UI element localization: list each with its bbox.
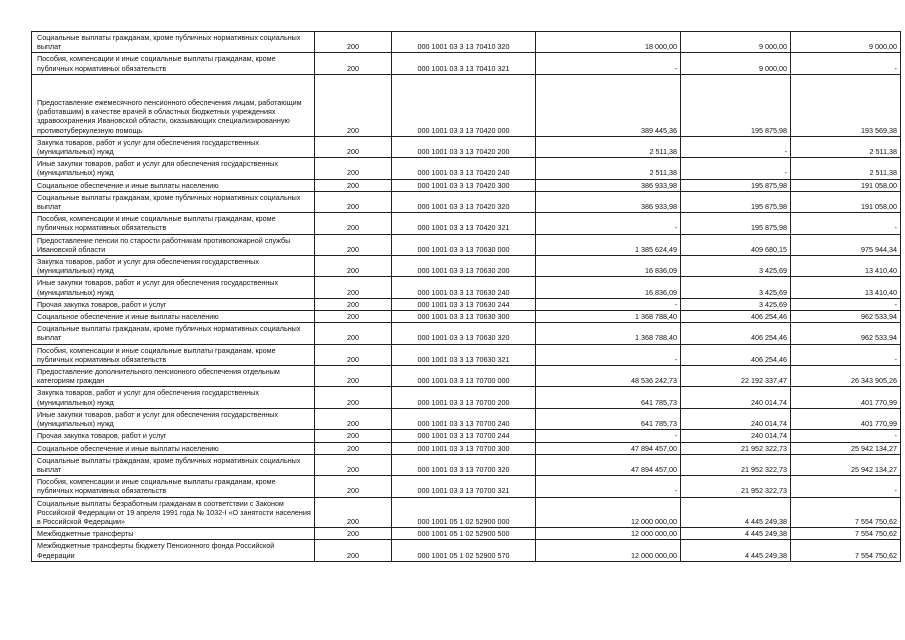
row-approved-amount: 1 385 624,49 xyxy=(536,234,681,255)
row-classification-code: 000 1001 03 3 13 70700 200 xyxy=(392,387,536,408)
row-unexecuted-amount: - xyxy=(791,213,901,234)
row-unexecuted-amount: 25 942 134,27 xyxy=(791,442,901,454)
row-unexecuted-amount: 975 944,34 xyxy=(791,234,901,255)
row-unexecuted-amount: 7 554 750,62 xyxy=(791,540,901,561)
row-line-code: 200 xyxy=(315,454,392,475)
row-executed-amount: 240 014,74 xyxy=(681,430,791,442)
row-unexecuted-amount: 962 533,94 xyxy=(791,311,901,323)
row-name: Предоставление ежемесячного пенсионного обеспечения лицам, работающим (работавшим) в качестве врачей в областных бюджетных учреждениях здравоохранения Ивановской области, оказывающих специализированную противотуберкулезную помощь xyxy=(32,74,315,136)
row-classification-code: 000 1001 03 3 13 70700 320 xyxy=(392,454,536,475)
table-row xyxy=(32,408,901,429)
row-line-code: 200 xyxy=(315,442,392,454)
row-approved-amount: - xyxy=(536,213,681,234)
row-executed-amount: 406 254,46 xyxy=(681,344,791,365)
row-executed-amount: 195 875,98 xyxy=(681,191,791,212)
row-executed-amount: 195 875,98 xyxy=(681,179,791,191)
row-approved-amount: 12 000 000,00 xyxy=(536,497,681,528)
row-line-code: 200 xyxy=(315,213,392,234)
row-name: Пособия, компенсации и иные социальные выплаты гражданам, кроме публичных нормативных обязательств xyxy=(32,476,315,497)
row-line-code: 200 xyxy=(315,158,392,179)
row-name: Пособия, компенсации и иные социальные выплаты гражданам, кроме публичных нормативных обязательств xyxy=(32,344,315,365)
row-approved-amount: 2 511,38 xyxy=(536,136,681,157)
row-name: Закупка товаров, работ и услуг для обеспечения государственных (муниципальных) нужд xyxy=(32,256,315,277)
row-approved-amount: 386 933,98 xyxy=(536,191,681,212)
row-executed-amount: 3 425,69 xyxy=(681,277,791,298)
row-classification-code: 000 1001 03 3 13 70630 200 xyxy=(392,256,536,277)
row-executed-amount: 409 680,15 xyxy=(681,234,791,255)
table-row xyxy=(32,476,901,497)
row-name: Прочая закупка товаров, работ и услуг xyxy=(32,298,315,310)
row-executed-amount: - xyxy=(681,136,791,157)
row-name: Закупка товаров, работ и услуг для обеспечения государственных (муниципальных) нужд xyxy=(32,387,315,408)
row-executed-amount: 4 445 249,38 xyxy=(681,497,791,528)
row-approved-amount: 2 511,38 xyxy=(536,158,681,179)
row-name: Предоставление пенсии по старости работникам противопожарной службы Ивановской области xyxy=(32,234,315,255)
row-line-code: 200 xyxy=(315,323,392,344)
row-unexecuted-amount: 401 770,99 xyxy=(791,408,901,429)
row-classification-code: 000 1001 03 3 13 70700 000 xyxy=(392,366,536,387)
row-classification-code: 000 1001 03 3 13 70420 320 xyxy=(392,191,536,212)
row-executed-amount: 4 445 249,38 xyxy=(681,528,791,540)
row-unexecuted-amount: - xyxy=(791,53,901,74)
table-body xyxy=(32,32,901,562)
row-approved-amount: - xyxy=(536,298,681,310)
row-unexecuted-amount: 25 942 134,27 xyxy=(791,454,901,475)
row-classification-code: 000 1001 03 3 13 70630 320 xyxy=(392,323,536,344)
row-line-code: 200 xyxy=(315,430,392,442)
row-unexecuted-amount: 7 554 750,62 xyxy=(791,528,901,540)
row-approved-amount: 1 368 788,40 xyxy=(536,323,681,344)
row-name: Межбюджетные трансферты xyxy=(32,528,315,540)
row-line-code: 200 xyxy=(315,256,392,277)
row-approved-amount: 47 894 457,00 xyxy=(536,442,681,454)
row-approved-amount: 389 445,36 xyxy=(536,74,681,136)
table-row xyxy=(32,366,901,387)
row-name: Пособия, компенсации и иные социальные выплаты гражданам, кроме публичных нормативных обязательств xyxy=(32,213,315,234)
budget-report-page xyxy=(31,31,901,562)
row-unexecuted-amount: 13 410,40 xyxy=(791,277,901,298)
row-executed-amount: 21 952 322,73 xyxy=(681,476,791,497)
row-unexecuted-amount: 191 058,00 xyxy=(791,191,901,212)
table-row xyxy=(32,454,901,475)
row-approved-amount: 16 836,09 xyxy=(536,277,681,298)
row-executed-amount: 9 000,00 xyxy=(681,53,791,74)
row-name: Социальное обеспечение и иные выплаты населению xyxy=(32,442,315,454)
row-unexecuted-amount: 193 569,38 xyxy=(791,74,901,136)
table-row xyxy=(32,387,901,408)
row-classification-code: 000 1001 03 3 13 70700 244 xyxy=(392,430,536,442)
row-unexecuted-amount: - xyxy=(791,430,901,442)
row-classification-code: 000 1001 03 3 13 70420 300 xyxy=(392,179,536,191)
row-name: Межбюджетные трансферты бюджету Пенсионного фонда Российской Федерации xyxy=(32,540,315,561)
row-classification-code: 000 1001 03 3 13 70630 321 xyxy=(392,344,536,365)
row-line-code: 200 xyxy=(315,497,392,528)
row-unexecuted-amount: 2 511,38 xyxy=(791,136,901,157)
row-name: Социальное обеспечение и иные выплаты населению xyxy=(32,179,315,191)
row-classification-code: 000 1001 03 3 13 70700 240 xyxy=(392,408,536,429)
row-line-code: 200 xyxy=(315,191,392,212)
row-classification-code: 000 1001 05 1 02 52900 000 xyxy=(392,497,536,528)
row-name: Социальные выплаты безработным гражданам в соответствии с Законом Российской Федерации от 19 апреля 1991 года № 1032-I «О занятости населения в Российской Федерации» xyxy=(32,497,315,528)
row-name: Социальные выплаты гражданам, кроме публичных нормативных социальных выплат xyxy=(32,191,315,212)
row-executed-amount: 3 425,69 xyxy=(681,256,791,277)
row-line-code: 200 xyxy=(315,277,392,298)
table-row xyxy=(32,213,901,234)
row-approved-amount: 12 000 000,00 xyxy=(536,528,681,540)
row-unexecuted-amount: 26 343 905,26 xyxy=(791,366,901,387)
table-row xyxy=(32,234,901,255)
row-line-code: 200 xyxy=(315,408,392,429)
table-row xyxy=(32,540,901,561)
row-executed-amount: 9 000,00 xyxy=(681,32,791,53)
table-row xyxy=(32,179,901,191)
table-row xyxy=(32,53,901,74)
row-unexecuted-amount: - xyxy=(791,476,901,497)
row-classification-code: 000 1001 03 3 13 70630 300 xyxy=(392,311,536,323)
expenditure-table xyxy=(31,31,901,562)
row-name: Иные закупки товаров, работ и услуг для обеспечения государственных (муниципальных) нужд xyxy=(32,277,315,298)
row-classification-code: 000 1001 05 1 02 52900 500 xyxy=(392,528,536,540)
row-executed-amount: 3 425,69 xyxy=(681,298,791,310)
row-classification-code: 000 1001 03 3 13 70410 320 xyxy=(392,32,536,53)
row-classification-code: 000 1001 03 3 13 70420 000 xyxy=(392,74,536,136)
row-name: Социальное обеспечение и иные выплаты населению xyxy=(32,311,315,323)
row-approved-amount: 1 368 788,40 xyxy=(536,311,681,323)
table-row xyxy=(32,256,901,277)
row-approved-amount: 641 785,73 xyxy=(536,387,681,408)
row-executed-amount: - xyxy=(681,158,791,179)
row-unexecuted-amount: 9 000,00 xyxy=(791,32,901,53)
row-unexecuted-amount: - xyxy=(791,344,901,365)
row-approved-amount: - xyxy=(536,476,681,497)
table-row xyxy=(32,323,901,344)
row-classification-code: 000 1001 05 1 02 52900 570 xyxy=(392,540,536,561)
row-line-code: 200 xyxy=(315,476,392,497)
table-row xyxy=(32,298,901,310)
row-line-code: 200 xyxy=(315,344,392,365)
row-line-code: 200 xyxy=(315,136,392,157)
row-unexecuted-amount: 962 533,94 xyxy=(791,323,901,344)
row-approved-amount: - xyxy=(536,344,681,365)
row-unexecuted-amount: 401 770,99 xyxy=(791,387,901,408)
row-line-code: 200 xyxy=(315,387,392,408)
row-classification-code: 000 1001 03 3 13 70630 244 xyxy=(392,298,536,310)
row-classification-code: 000 1001 03 3 13 70700 321 xyxy=(392,476,536,497)
row-approved-amount: 641 785,73 xyxy=(536,408,681,429)
row-name: Закупка товаров, работ и услуг для обеспечения государственных (муниципальных) нужд xyxy=(32,136,315,157)
row-classification-code: 000 1001 03 3 13 70630 000 xyxy=(392,234,536,255)
row-line-code: 200 xyxy=(315,298,392,310)
row-approved-amount: - xyxy=(536,53,681,74)
row-executed-amount: 195 875,98 xyxy=(681,213,791,234)
table-row xyxy=(32,191,901,212)
row-executed-amount: 240 014,74 xyxy=(681,408,791,429)
row-name: Иные закупки товаров, работ и услуг для обеспечения государственных (муниципальных) нужд xyxy=(32,158,315,179)
row-name: Прочая закупка товаров, работ и услуг xyxy=(32,430,315,442)
row-approved-amount: 48 536 242,73 xyxy=(536,366,681,387)
table-row xyxy=(32,442,901,454)
row-name: Пособия, компенсации и иные социальные выплаты гражданам, кроме публичных нормативных обязательств xyxy=(32,53,315,74)
row-approved-amount: 18 000,00 xyxy=(536,32,681,53)
row-approved-amount: 16 836,09 xyxy=(536,256,681,277)
row-executed-amount: 4 445 249,38 xyxy=(681,540,791,561)
table-row xyxy=(32,277,901,298)
row-name: Социальные выплаты гражданам, кроме публичных нормативных социальных выплат xyxy=(32,454,315,475)
table-row xyxy=(32,497,901,528)
row-classification-code: 000 1001 03 3 13 70410 321 xyxy=(392,53,536,74)
row-classification-code: 000 1001 03 3 13 70630 240 xyxy=(392,277,536,298)
row-unexecuted-amount: - xyxy=(791,298,901,310)
row-name: Предоставление дополнительного пенсионного обеспечения отдельным категориям граждан xyxy=(32,366,315,387)
row-unexecuted-amount: 191 058,00 xyxy=(791,179,901,191)
row-approved-amount: 47 894 457,00 xyxy=(536,454,681,475)
row-name: Социальные выплаты гражданам, кроме публичных нормативных социальных выплат xyxy=(32,32,315,53)
row-executed-amount: 21 952 322,73 xyxy=(681,442,791,454)
row-classification-code: 000 1001 03 3 13 70420 240 xyxy=(392,158,536,179)
row-executed-amount: 195 875,98 xyxy=(681,74,791,136)
row-unexecuted-amount: 13 410,40 xyxy=(791,256,901,277)
row-line-code: 200 xyxy=(315,311,392,323)
row-line-code: 200 xyxy=(315,53,392,74)
row-approved-amount: - xyxy=(536,430,681,442)
row-unexecuted-amount: 7 554 750,62 xyxy=(791,497,901,528)
row-classification-code: 000 1001 03 3 13 70420 200 xyxy=(392,136,536,157)
table-row xyxy=(32,430,901,442)
row-unexecuted-amount: 2 511,38 xyxy=(791,158,901,179)
row-line-code: 200 xyxy=(315,74,392,136)
row-line-code: 200 xyxy=(315,234,392,255)
row-approved-amount: 12 000 000,00 xyxy=(536,540,681,561)
table-row xyxy=(32,528,901,540)
row-approved-amount: 386 933,98 xyxy=(536,179,681,191)
table-row xyxy=(32,158,901,179)
row-name: Социальные выплаты гражданам, кроме публичных нормативных социальных выплат xyxy=(32,323,315,344)
row-executed-amount: 21 952 322,73 xyxy=(681,454,791,475)
row-line-code: 200 xyxy=(315,366,392,387)
row-name: Иные закупки товаров, работ и услуг для обеспечения государственных (муниципальных) нужд xyxy=(32,408,315,429)
row-executed-amount: 240 014,74 xyxy=(681,387,791,408)
row-line-code: 200 xyxy=(315,528,392,540)
row-classification-code: 000 1001 03 3 13 70700 300 xyxy=(392,442,536,454)
row-line-code: 200 xyxy=(315,179,392,191)
row-executed-amount: 406 254,46 xyxy=(681,323,791,344)
row-classification-code: 000 1001 03 3 13 70420 321 xyxy=(392,213,536,234)
table-row xyxy=(32,136,901,157)
table-row xyxy=(32,32,901,53)
row-executed-amount: 22 192 337,47 xyxy=(681,366,791,387)
row-line-code: 200 xyxy=(315,32,392,53)
table-row xyxy=(32,311,901,323)
table-row xyxy=(32,74,901,136)
table-row xyxy=(32,344,901,365)
row-executed-amount: 406 254,46 xyxy=(681,311,791,323)
row-line-code: 200 xyxy=(315,540,392,561)
